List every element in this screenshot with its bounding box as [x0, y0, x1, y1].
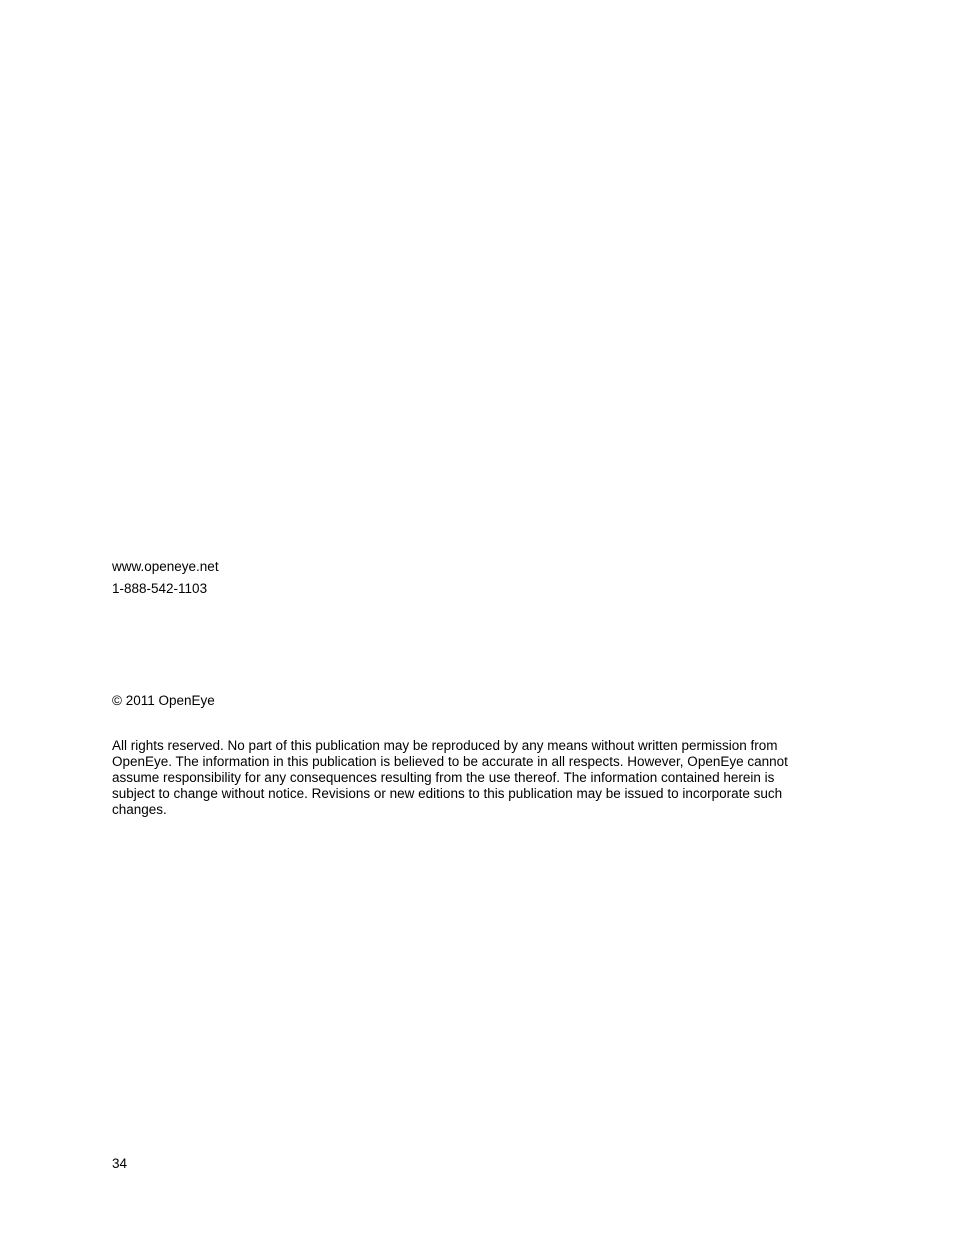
rights-line: assume responsibility for any consequences resulting from the use thereof. The information contained herein is	[112, 770, 775, 785]
rights-line: OpenEye. The information in this publication is believed to be accurate in all respects. However, OpenEye cannot	[112, 754, 788, 769]
rights-line: subject to change without notice. Revisions or new editions to this publication may be issued to incorporate such	[112, 786, 783, 801]
website-link[interactable]: www.openeye.net	[112, 559, 219, 574]
rights-line: changes.	[112, 802, 167, 817]
rights-line: All rights reserved. No part of this publication may be reproduced by any means without written permission from	[112, 738, 778, 753]
copyright-notice: © 2011 OpenEye	[112, 693, 215, 708]
phone-number: 1-888-542-1103	[112, 581, 208, 596]
page-number: 34	[112, 1156, 128, 1171]
rights-statement	[112, 738, 832, 818]
